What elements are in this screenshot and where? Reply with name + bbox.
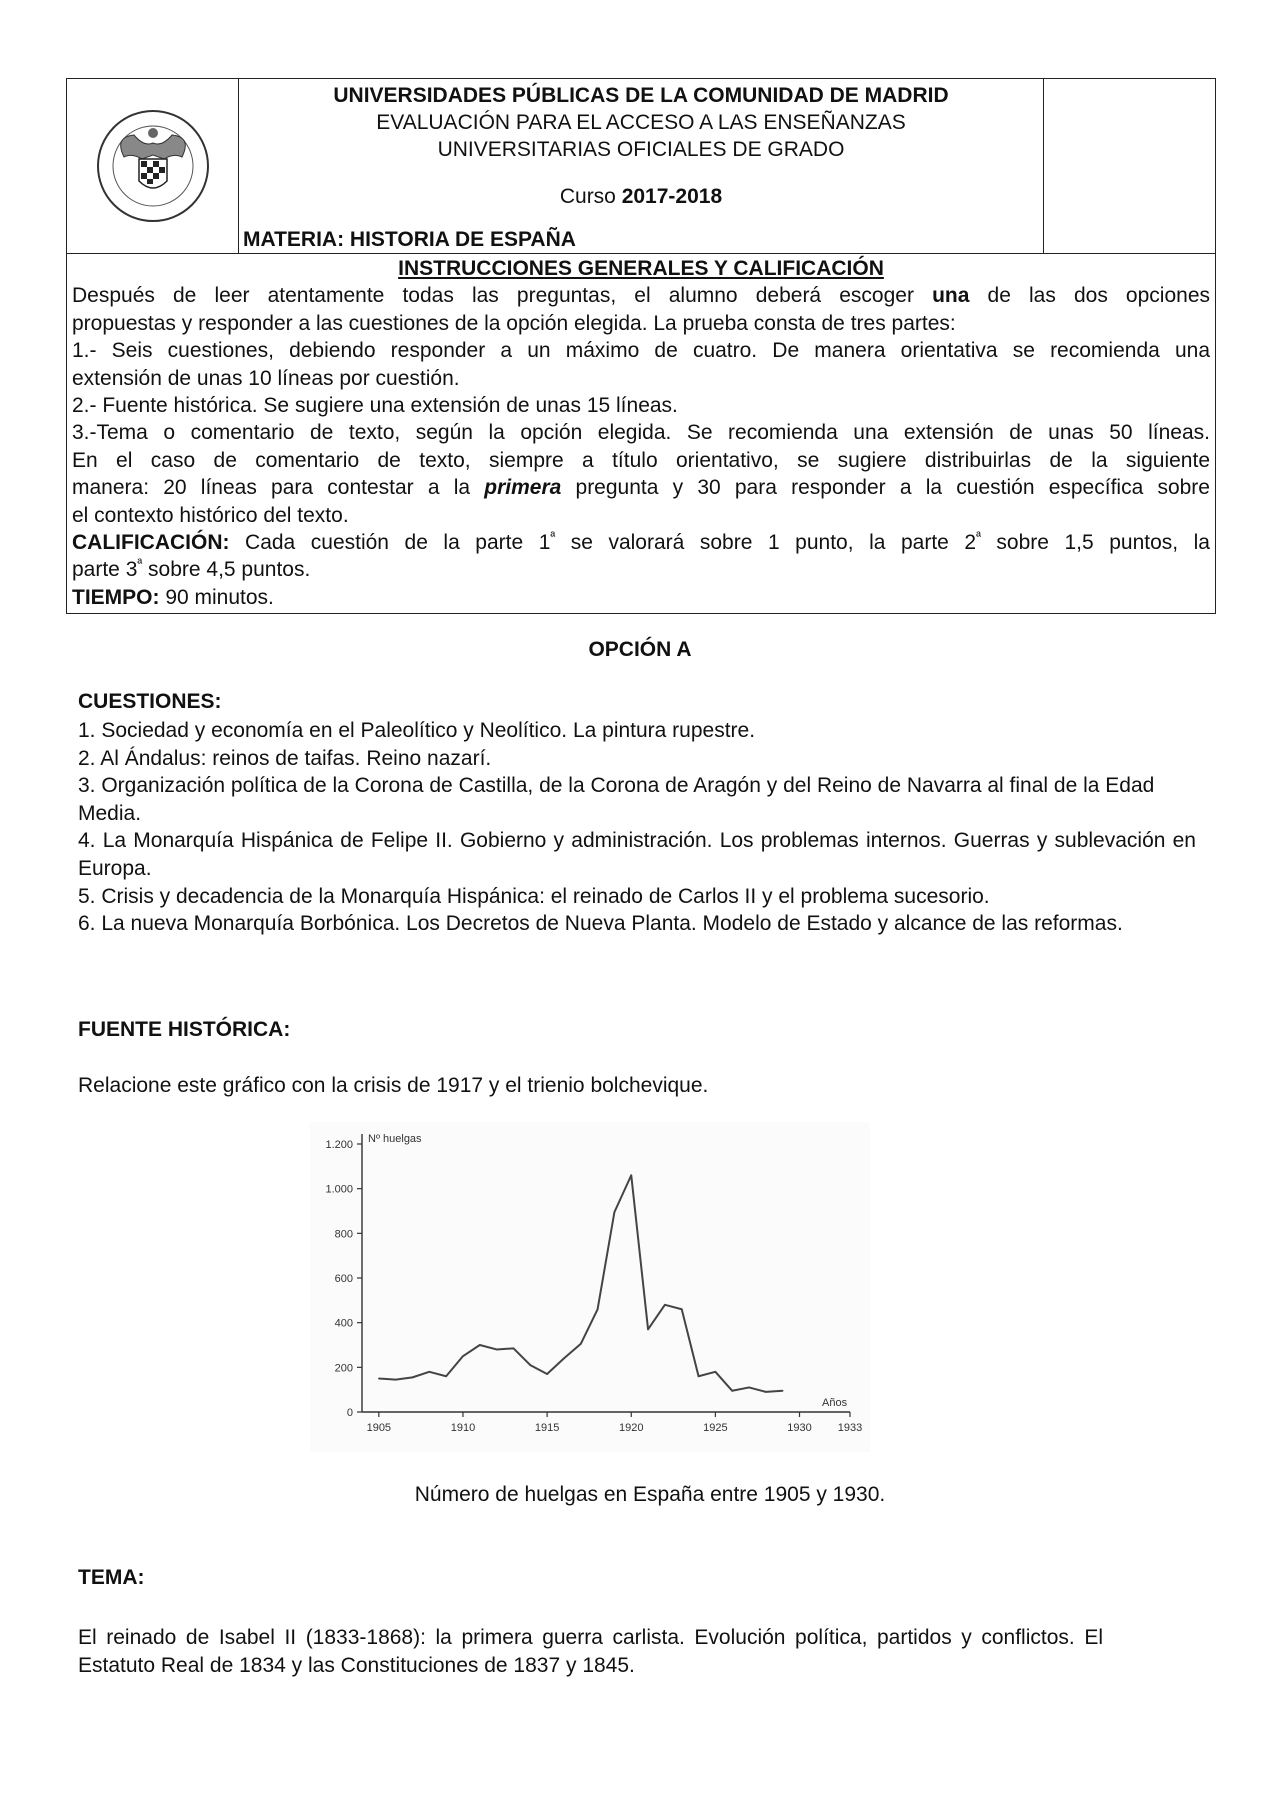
grading-line <box>72 556 1210 583</box>
x-tick-label: 1905 <box>366 1422 392 1434</box>
text-span: Cada cuestión de la parte 1 <box>229 531 551 555</box>
x-tick-label: 1933 <box>837 1422 863 1434</box>
x-tick-label: 1910 <box>450 1422 476 1434</box>
course-label: Curso <box>559 185 622 208</box>
x-axis-label: Años <box>822 1397 848 1409</box>
data-point <box>546 1373 548 1375</box>
text-span: manera: 20 líneas para contestar a la <box>72 476 485 500</box>
instructions-box <box>66 253 1216 614</box>
logo-cell <box>67 79 239 253</box>
ordinal-sup: ª <box>550 529 556 545</box>
data-point <box>597 1308 599 1310</box>
data-point <box>630 1174 632 1176</box>
y-tick-label: 800 <box>334 1228 353 1241</box>
data-point <box>496 1349 498 1351</box>
topic-heading: TEMA: <box>78 1566 145 1589</box>
data-point <box>698 1375 700 1377</box>
data-point <box>378 1378 380 1380</box>
header-blank-cell <box>1043 79 1215 253</box>
data-point <box>445 1375 447 1377</box>
instructions-line: el contexto histórico del texto. <box>72 503 349 527</box>
data-point <box>782 1390 784 1392</box>
topic-text: El reinado de Isabel II (1833-1868): la primera guerra carlista. Evolución política, partidos y conflictos. El Estatuto Real de 1834 y las Constituciones de 1837 y 1845. <box>78 1626 1103 1677</box>
course-value: 2017-2018 <box>621 185 723 208</box>
data-point <box>429 1371 431 1373</box>
data-point <box>580 1343 582 1345</box>
instructions-line: 1.- Seis cuestiones, debiendo responder a un máximo de cuatro. De manera orientativa se recomienda una <box>72 339 1210 363</box>
university-seal-logo <box>94 107 212 225</box>
chart-background <box>310 1122 870 1452</box>
y-axis-label: Nº huelgas <box>368 1133 422 1145</box>
y-tick-label: 1.200 <box>325 1139 353 1151</box>
grading-line <box>72 529 1210 556</box>
question-item: 6. La nueva Monarquía Borbónica. Los Decretos de Nueva Planta. Modelo de Estado y alcance de las reformas. <box>78 912 1123 936</box>
text-span: sobre 1,5 puntos, la <box>980 531 1210 555</box>
instructions-line: 2.- Fuente histórica. Se sugiere una extensión de unas 15 líneas. <box>72 394 678 418</box>
time-label: TIEMPO: <box>72 585 160 609</box>
instructions-line <box>72 282 1210 309</box>
questions-heading: CUESTIONES: <box>78 690 222 713</box>
time-line <box>72 584 1210 611</box>
text-span: sobre 4,5 puntos. <box>142 558 311 582</box>
data-point <box>513 1348 515 1350</box>
bold-una: una <box>932 284 970 308</box>
header-course <box>239 183 1043 210</box>
ordinal-sup: ª <box>137 556 143 572</box>
question-item: 5. Crisis y decadencia de la Monarquía Hispánica: el reinado de Carlos II y el problema sucesorio. <box>78 884 990 908</box>
header-university: UNIVERSIDADES PÚBLICAS DE LA COMUNIDAD DE MADRID <box>333 84 949 107</box>
data-point <box>614 1211 616 1213</box>
data-point <box>462 1355 464 1357</box>
instructions-line: 3.-Tema o comentario de texto, según la opción elegida. Se recomienda una extensión de unas 50 líneas. <box>72 421 1210 445</box>
header-table <box>66 78 1216 254</box>
strikes-chart <box>310 1122 870 1452</box>
chart-caption: Número de huelgas en España entre 1905 y 1930. <box>414 1483 886 1506</box>
data-point <box>748 1387 750 1389</box>
text-span: de las dos opciones <box>969 284 1210 308</box>
instructions-line <box>72 474 1210 501</box>
data-point <box>715 1371 717 1373</box>
subject-title: MATERIA: HISTORIA DE ESPAÑA <box>243 228 576 251</box>
header-degree: UNIVERSITARIAS OFICIALES DE GRADO <box>437 138 845 161</box>
text-span: se valorará sobre 1 punto, la parte 2 <box>555 531 977 555</box>
bold-italic-primera: primera <box>484 476 562 500</box>
data-point <box>765 1391 767 1393</box>
y-tick-label: 400 <box>334 1317 353 1330</box>
option-title: OPCIÓN A <box>588 638 692 661</box>
question-item: 1. Sociedad y economía en el Paleolítico y Neolítico. La pintura rupestre. <box>78 719 756 742</box>
data-point <box>664 1304 666 1306</box>
x-tick-label: 1925 <box>703 1422 728 1434</box>
instructions-line: extensión de unas 10 líneas por cuestión. <box>72 366 460 390</box>
x-tick-label: 1915 <box>534 1422 560 1434</box>
instructions-line: propuestas y responder a las cuestiones de la opción elegida. La prueba consta de tres partes: <box>72 311 956 335</box>
instructions-title: INSTRUCCIONES GENERALES Y CALIFICACIÓN <box>398 257 884 280</box>
strikes-chart-svg <box>310 1122 870 1452</box>
y-tick-label: 200 <box>334 1362 353 1375</box>
time-value: 90 minutos. <box>159 585 274 609</box>
data-point <box>731 1390 733 1392</box>
question-item: 3. Organización política de la Corona de Castilla, de la Corona de Aragón y del Reino de Navarra al final de la Edad Media. <box>78 774 1155 825</box>
y-tick-label: 0 <box>346 1407 353 1419</box>
x-tick-label: 1920 <box>618 1422 644 1434</box>
grading-label: CALIFICACIÓN: <box>72 531 230 555</box>
data-point <box>479 1344 481 1346</box>
data-point <box>412 1377 414 1379</box>
question-item: 4. La Monarquía Hispánica de Felipe II. Gobierno y administración. Los problemas internos. Guerras y sublevación en Europa. <box>78 829 1196 880</box>
y-tick-label: 1.000 <box>325 1183 353 1196</box>
instructions-line: En el caso de comentario de texto, siempre a título orientativo, se sugiere distribuirlas de la siguiente <box>72 448 1210 472</box>
text-span: pregunta y 30 para responder a la cuestión específica sobre <box>561 476 1210 500</box>
source-prompt: Relacione este gráfico con la crisis de 1917 y el trienio bolchevique. <box>78 1074 709 1097</box>
data-point <box>395 1379 397 1381</box>
data-point <box>681 1308 683 1310</box>
data-point <box>563 1358 565 1360</box>
data-point <box>647 1329 649 1331</box>
y-tick-label: 600 <box>334 1273 353 1285</box>
ordinal-sup: ª <box>976 529 981 545</box>
questions-list <box>78 717 1196 938</box>
source-heading: FUENTE HISTÓRICA: <box>78 1018 291 1041</box>
header-title-cell <box>239 79 1043 253</box>
question-item: 2. Al Ándalus: reinos de taifas. Reino nazarí. <box>78 746 492 770</box>
header-evaluation: EVALUACIÓN PARA EL ACCESO A LAS ENSEÑANZAS <box>376 111 906 134</box>
text-span: parte 3 <box>72 558 138 582</box>
x-tick-label: 1930 <box>787 1422 812 1434</box>
data-point <box>529 1364 531 1366</box>
text-span: Después de leer atentamente todas las preguntas, el alumno deberá escoger <box>72 284 933 308</box>
